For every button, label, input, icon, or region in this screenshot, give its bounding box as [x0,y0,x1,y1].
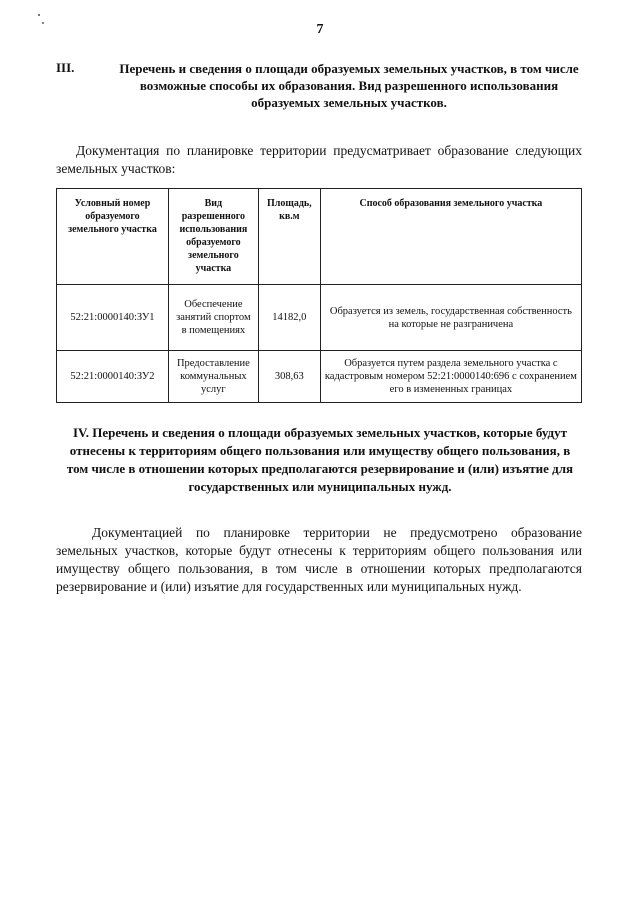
header-permitted-use: Вид разрешенного использования образуемого земельного участка [168,189,258,285]
cell-plot-number: 52:21:0000140:ЗУ1 [57,285,169,351]
cell-area: 308,63 [258,351,320,403]
cell-permitted-use: Предоставление коммунальных услуг [168,351,258,403]
land-plots-table [56,188,582,403]
table-row [57,351,582,403]
cell-permitted-use: Обеспечение занятий спортом в помещениях [168,285,258,351]
cell-formation-method: Образуется из земель, государственная собственность на которые не разграничена [320,285,581,351]
page-number: 7 [316,22,324,37]
section-4-body: Документацией по планировке территории не предусмотрено образование земельных участков, которые будут отнесены к территориям общего пользования или имуществу общего пользования, в том числе в отношении которых предполагаются резервирование и (или) изъятие для государственных или муниципальных нужд. [56,525,582,594]
intro-paragraph: Документация по планировке территории предусматривает образование следующих земельных участков: [56,143,582,176]
cell-plot-number: 52:21:0000140:ЗУ2 [57,351,169,403]
section-3-title: Перечень и сведения о площади образуемых земельных участков, в том числе возможные способы их образования. Вид разрешенного использования образуемых земельных участков. [119,61,579,110]
cell-area: 14182,0 [258,285,320,351]
section-3-numeral: III. [56,60,75,75]
header-area: Площадь, кв.м [258,189,320,285]
table-row [57,285,582,351]
cell-formation-method: Образуется путем раздела земельного участка с кадастровым номером 52:21:0000140:696 с сохранением его в измененных границах [320,351,581,403]
section-4-heading: IV. Перечень и сведения о площади образуемых земельных участков, которые будут отнесены к территориям общего пользования или имуществу общего пользования, в том числе в отношении которых предполагаются резервирование и (или) изъятие для государственных или муниципальных нужд. [66,425,574,494]
scan-speck [38,14,40,16]
section-3-heading [56,60,584,111]
header-formation-method: Способ образования земельного участка [320,189,581,285]
header-plot-number: Условный номер образуемого земельного участка [57,189,169,285]
